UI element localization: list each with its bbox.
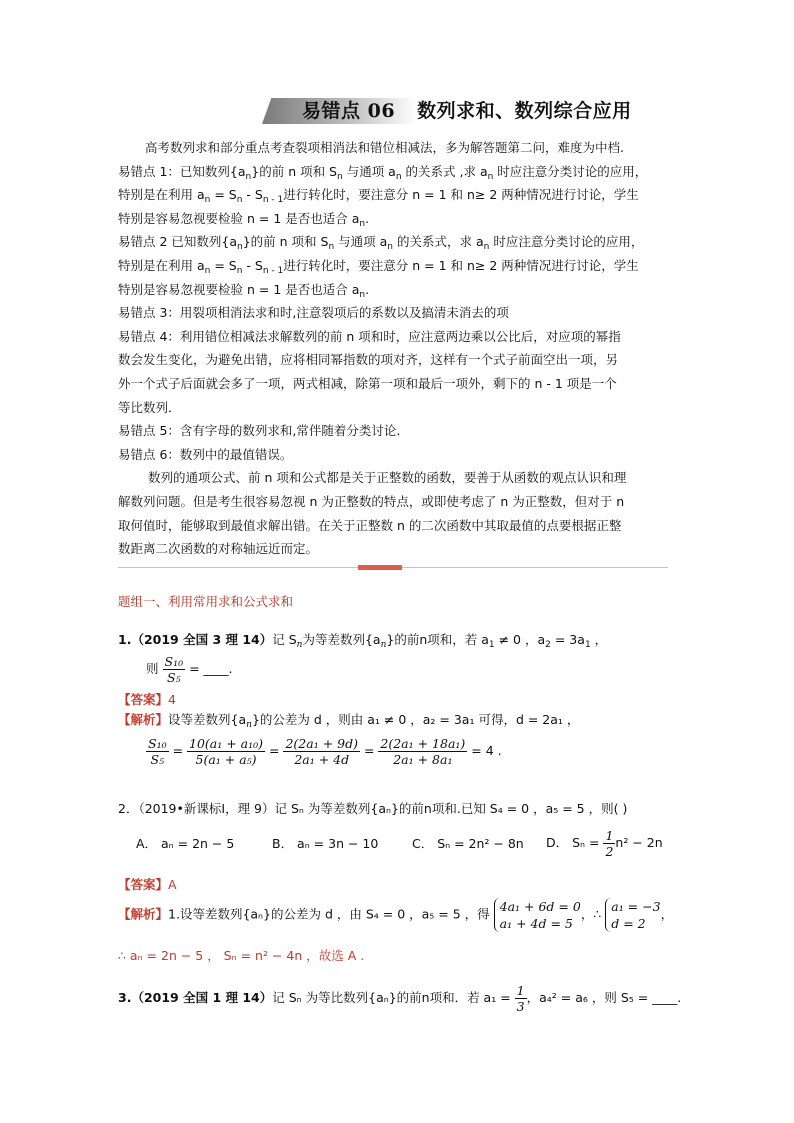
error-point-6-explain-2: 解数列问题。但是考生很容易忽视 n 为正整数的特点，或即使考虑了 n 为正整数，但对于 n [118,493,625,509]
error-point-4-line-4: 等比数列． [118,399,181,415]
error-point-4-line-3: 外一个式子后面就会多了一项，两式相减，除第一项和最后一项外，剩下的 n - 1 项是一个 [118,375,617,391]
error-point-4-line-2: 数会发生变化，为避免出错，应将相同幂指数的项对齐，这样有一个式子前面空出一项，另 [118,352,619,368]
error-point-5: 易错点 5：含有字母的数列求和,常伴随着分类讨论. [118,423,401,439]
error-point-2-line-2: 特别是在利用 $a_n = S_n - S_{n - 1}$进行转化时，要注意分 n = 1 和 n≥ 2 两种情况进行讨论，学生 [118,257,639,276]
question-1-ask: 则 $\frac{\text{S₁₀}}{\text{S₅}}$ = ____. [146,654,233,685]
question-1: 1.（2019 全国 3 理 14）记 $S_n$为等差数列$\{a_n\}$的前n项和，若 $a_1 \ne 0$ ，$a_2 = 3a_1$ ， [118,632,608,650]
question-3: 3.（2019 全国 1 理 14）记 Sₙ 为等比数列{aₙ}的前n项和．若 a₁ = $\frac{1}{3}$ ，a₄² = a₆ ，则 S₅ = ____. [118,983,682,1014]
error-point-2: 易错点 2 已知数列$\{a_n\}$的前 n 项和 $S_n$ 与通项 $a_n$ 的关系式，求 $a_n$ 时应注意分类讨论的应用， [118,234,644,253]
q2-option-a[interactable]: A． aₙ = 2n − 5 [136,836,235,851]
question-2-analysis: 【解析】1.设等差数列{aₙ}的公差为 d ，由 S₄ = 0 ，a₅ = 5 ，得 4a₁ + 6d = 0 a₁ + 4d = 5 ，∴ a₁ = −3 d = 2 ， [118,899,674,931]
error-point-3: 易错点 3：用裂项相消法求和时,注意裂项后的系数以及搞清未消去的项 [118,305,509,321]
question-2-answer: 【答案】A [118,877,177,892]
title-block [262,96,672,126]
error-point-1-line-2: 特别是在利用 $a_n = S_n - S_{n - 1}$进行转化时，要注意分 n = 1 和 n≥ 2 两种情况进行讨论，学生 [118,187,639,206]
q2-source: 2．（2019•新课标Ⅰ，理 9） [118,801,275,816]
question-1-answer: 【答案】4 [118,692,176,707]
error-point-6-explain-4: 数距离二次函数的对称轴远近而定。 [118,541,319,557]
page-title [302,96,632,123]
q2-answer-value: A [168,877,177,892]
title-point: 易错点 06 [302,100,396,122]
question-1-analysis: 【解析】设等差数列$\{a_n\}$的公差为 d ，则由 a₁ ≠ 0 ，a₂ = 3a₁ 可得，d = 2a₁ ， [118,712,580,730]
error-point-6-explain-3: 取何值时，能够取到最值求解出错。在关于正整数 n 的二次函数中其取最值的点要根据正整 [118,517,622,533]
question-2-conclusion: ∴ aₙ = 2n − 5 ， Sₙ = n² − 4n ，故选 A . [118,948,365,963]
q1-answer-value: 4 [168,692,176,707]
question-2: 2．（2019•新课标Ⅰ，理 9）记 Sₙ 为等差数列{aₙ}的前n项和.已知 S₄ = 0 ，a₅ = 5 ，则( ) [118,801,628,816]
q2-option-c[interactable]: C． Sₙ = 2n² − 8n [412,836,524,851]
q2-option-d[interactable]: D． Sₙ = $\frac{1}{2}$ n² − 2n [546,828,663,859]
error-point-2-line-3: 特别是容易忽视要检验 n = 1 是否也适合 $a_n$. [118,281,370,300]
q3-source: 3.（2019 全国 1 理 14） [118,990,273,1005]
error-point-4: 易错点 4：利用错位相减法求解数列的前 n 项和时，应注意两边乘以公比后，对应项的幂指 [118,328,621,344]
q3-fraction: $\frac{1}{3}$ [516,983,525,1014]
group-title: 题组一、利用常用求和公式求和 [118,594,294,609]
error-point-6: 易错点 6：数列中的最值错误。 [118,446,293,462]
title-topic: 数列求和、数列综合应用 [417,100,632,122]
intro-section [118,136,683,561]
error-point-1-line-3: 特别是容易忽视要检验 n = 1 是否也适合 $a_n$. [118,210,370,229]
section-divider-accent [358,565,402,570]
q2-option-b[interactable]: B． aₙ = 3n − 10 [272,836,379,851]
q2-system-1: 4a₁ + 6d = 0 a₁ + 4d = 5 [494,898,581,932]
error-point-1: 易错点 1：已知数列$\{a_n\}$的前 n 项和 $S_n$ 与通项 $a_n$ 的关系式 ,求 $a_n$ 时应注意分类讨论的应用， [118,163,648,182]
q2-system-2: a₁ = −3 d = 2 [605,898,660,932]
intro-lead: 高考数列求和部分重点考查裂项相消法和错位相减法，多为解答题第二问，难度为中档. [145,140,624,155]
q1-source: 1.（2019 全国 3 理 14） [118,632,273,647]
question-1-equation: $\frac{\text{S₁₀}}{\text{S₅}}$ = $\frac{\text{10(a₁ + a₁₀)}}{\text{5(a₁ + a₅)}}$ = $\frac{\text{2(2a₁ + 9d)}}{\text{2a₁ + 4d}}$ = $\frac{\text{2(2a₁ + 18a₁)}}{\text{2a₁ + 8a₁}}$ = 4 . [148,736,502,767]
q1-fraction: $\frac{\text{S₁₀}}{\text{S₅}}$ [164,654,184,685]
error-point-6-explain: 数列的通项公式、前 n 项和公式都是关于正整数的函数，要善于从函数的观点认识和理 [148,470,627,486]
